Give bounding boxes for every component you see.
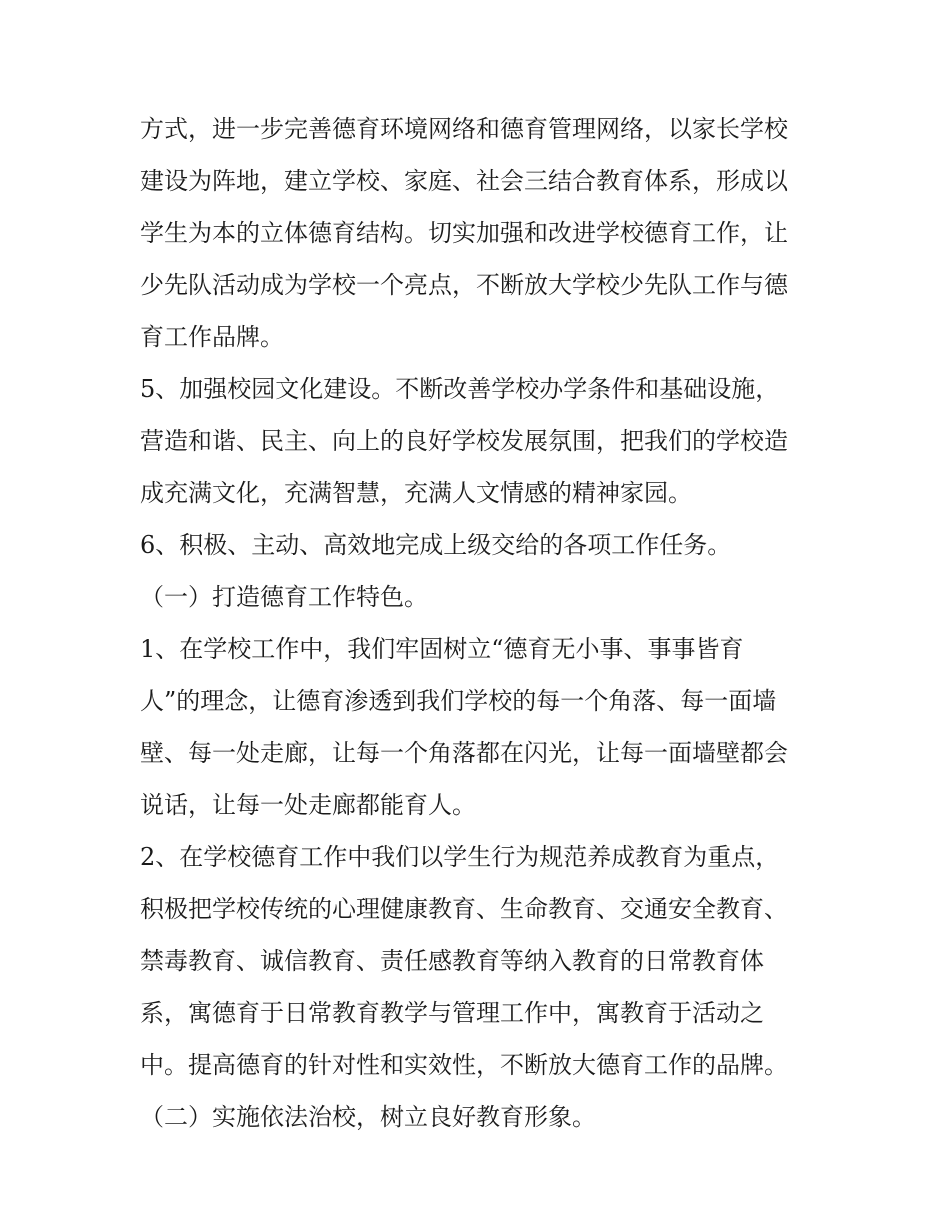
section-heading: （二）实施依法治校，树立良好教育形象。: [140, 1103, 596, 1131]
section-heading: （一）打造德育工作特色。: [140, 583, 428, 611]
text-line: 壁、每一处走廊，让每一个角落都在闪光，让每一面墙壁都会: [140, 739, 788, 767]
text-line: 方式，进一步完善德育环境网络和德育管理网络，以家长学校: [140, 115, 788, 143]
text-line: 营造和谐、民主、向上的良好学校发展氛围，把我们的学校造: [140, 427, 788, 455]
text-line: 育工作品牌。: [140, 323, 284, 351]
text-line: 1、在学校工作中，我们牢固树立“德育无小事、事事皆育: [140, 635, 744, 663]
text-line: 禁毒教育、诚信教育、责任感教育等纳入教育的日常教育体: [140, 947, 764, 975]
text-line: 建设为阵地，建立学校、家庭、社会三结合教育体系，形成以: [140, 167, 788, 195]
text-line: 成充满文化，充满智慧，充满人文情感的精神家园。: [140, 479, 692, 507]
text-line: 系，寓德育于日常教育教学与管理工作中，寓教育于活动之: [140, 999, 764, 1027]
text-line: 人”的理念，让德育渗透到我们学校的每一个角落、每一面墙: [140, 687, 777, 715]
text-line: 学生为本的立体德育结构。切实加强和改进学校德育工作，让: [140, 219, 788, 247]
text-line: 说话，让每一处走廊都能育人。: [140, 791, 476, 819]
text-line: 少先队活动成为学校一个亮点，不断放大学校少先队工作与德: [140, 271, 788, 299]
document-body: [140, 103, 820, 1143]
text-line: 2、在学校德育工作中我们以学生行为规范养成教育为重点，: [140, 843, 780, 871]
text-line: 中。提高德育的针对性和实效性，不断放大德育工作的品牌。: [140, 1051, 788, 1079]
text-line: 积极把学校传统的心理健康教育、生命教育、交通安全教育、: [140, 895, 788, 923]
text-line: 6、积极、主动、高效地完成上级交给的各项工作任务。: [140, 531, 732, 559]
text-line: 5、加强校园文化建设。不断改善学校办学条件和基础设施，: [140, 375, 780, 403]
